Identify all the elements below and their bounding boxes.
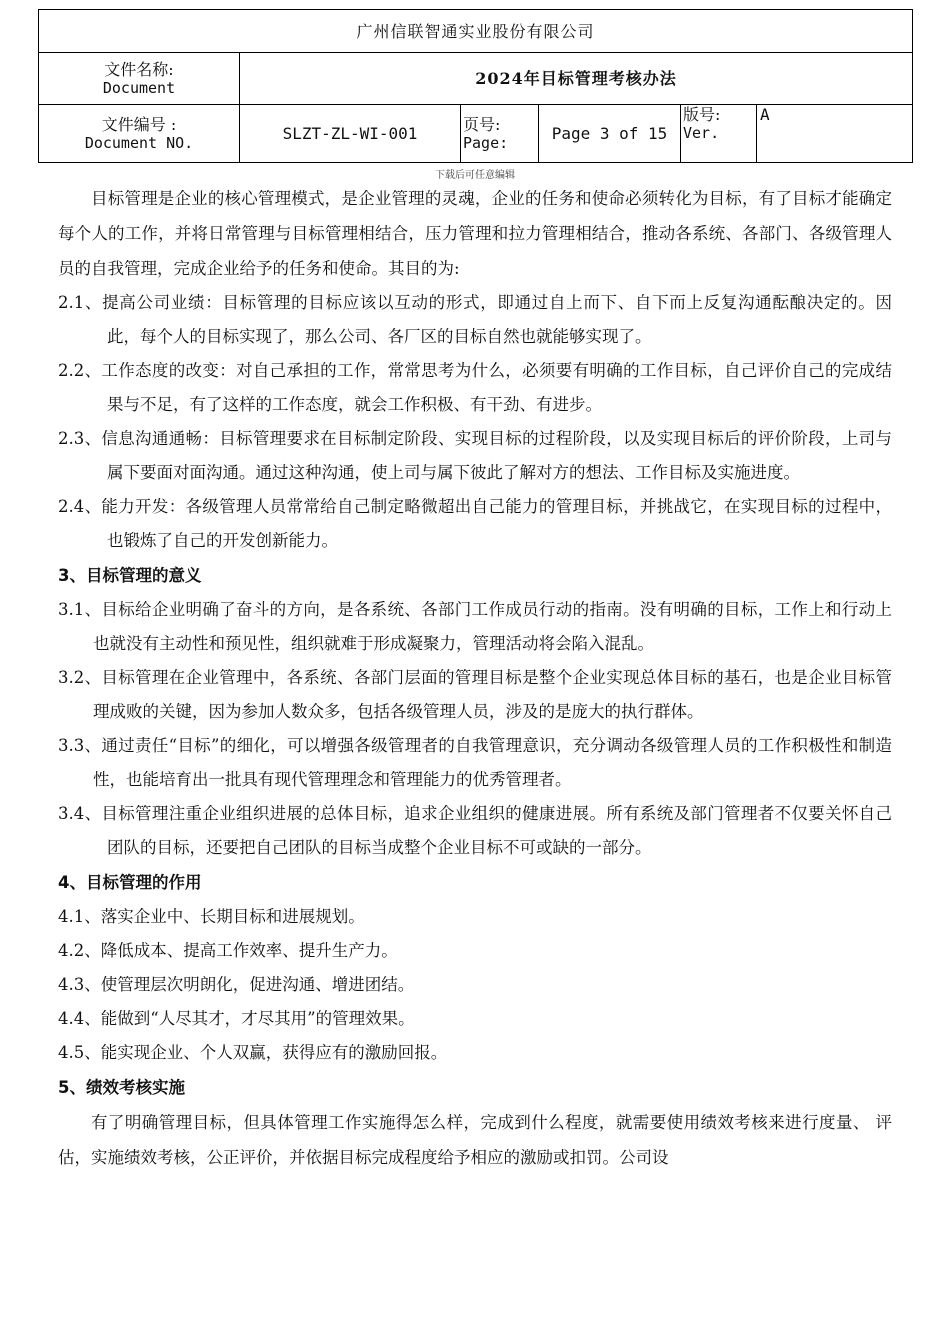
version-label-en: Ver. bbox=[683, 124, 720, 142]
list-item: 2.3、信息沟通通畅：目标管理要求在目标制定阶段、实现目标的过程阶段，以及实现目标后的评价阶段，上司与属下要面对面沟通。通过这种沟通，使上司与属下彼此了解对方的想法、工作目标及实施进度。 bbox=[58, 429, 892, 482]
file-number-label-cn: 文件编号 : bbox=[101, 114, 177, 134]
document-title: 2024年目标管理考核办法 bbox=[240, 53, 913, 105]
document-header-table bbox=[38, 9, 913, 163]
document-code: SLZT-ZL-WI-001 bbox=[240, 105, 461, 163]
page-label-en: Page: bbox=[463, 133, 509, 152]
list-item: 2.4、能力开发：各级管理人员常常给自己制定略微超出自己能力的管理目标，并挑战它，在实现目标的过程中，也锻炼了自己的开发创新能力。 bbox=[58, 497, 892, 550]
file-number-label-en: Document NO. bbox=[84, 133, 194, 152]
version-value: A bbox=[757, 105, 913, 163]
file-number-label bbox=[39, 105, 240, 163]
list-item: 4.5、能实现企业、个人双赢，获得应有的激励回报。 bbox=[58, 1043, 448, 1062]
section5-paragraph: 有了明确管理目标，但具体管理工作实施得怎么样，完成到什么程度，就需要使用绩效考核来进行度量、 评估，实施绩效考核，公正评价，并依据目标完成程度给予相应的激励或扣罚。公司设 bbox=[58, 1113, 892, 1167]
list-item: 3.2、目标管理在企业管理中，各系统、各部门层面的管理目标是整个企业实现总体目标的基石，也是企业目标管理成败的关键，因为参加人数众多，包括各级管理人员，涉及的是庞大的执行群体。 bbox=[58, 668, 892, 721]
list-item: 4.4、能做到“人尽其才，才尽其用”的管理效果。 bbox=[58, 1009, 415, 1028]
version-label bbox=[681, 105, 757, 163]
list-item: 4.2、降低成本、提高工作效率、提升生产力。 bbox=[58, 941, 398, 960]
list-item: 3.4、目标管理注重企业组织进展的总体目标，追求企业组织的健康进展。所有系统及部门管理者不仅要关怀自己团队的目标，还要把自己团队的目标当成整个企业目标不可或缺的一部分。 bbox=[58, 804, 892, 857]
intro-paragraph: 目标管理是企业的核心管理模式，是企业管理的灵魂，企业的任务和使命必须转化为目标，有了目标才能确定每个人的工作，并将日常管理与目标管理相结合，压力管理和拉力管理相结合，推动各系统、各部门、各级管理人员的自我管理，完成企业给予的任务和使命。其目的为: bbox=[58, 189, 892, 278]
document-body bbox=[58, 181, 892, 1175]
page-label bbox=[461, 105, 539, 163]
list-item: 4.1、落实企业中、长期目标和进展规划。 bbox=[58, 907, 365, 926]
list-item: 3.1、目标给企业明确了奋斗的方向，是各系统、各部门工作成员行动的指南。没有明确的目标，工作上和行动上也就没有主动性和预见性，组织就难于形成凝聚力，管理活动将会陷入混乱。 bbox=[58, 600, 892, 653]
edit-note: 下载后可任意编辑 bbox=[435, 170, 515, 181]
file-name-label-cn: 文件名称: bbox=[104, 59, 174, 79]
list-item: 3.3、通过责任“目标”的细化，可以增强各级管理者的自我管理意识，充分调动各级管理人员的工作积极性和制造性，也能培育出一批具有现代管理理念和管理能力的优秀管理者。 bbox=[58, 736, 892, 789]
section-heading-3: 3、目标管理的意义 bbox=[58, 566, 202, 585]
version-label-cn: 版号: bbox=[683, 105, 721, 124]
company-name: 广州信联智通实业股份有限公司 bbox=[39, 10, 913, 53]
list-item: 4.3、使管理层次明朗化，促进沟通、增进团结。 bbox=[58, 975, 415, 994]
page-label-cn: 页号: bbox=[463, 114, 501, 134]
section-heading-5: 5、绩效考核实施 bbox=[58, 1078, 185, 1097]
file-name-label-en: Document bbox=[102, 78, 176, 97]
page-number: Page 3 of 15 bbox=[539, 105, 681, 163]
list-item: 2.2、工作态度的改变：对自己承担的工作，常常思考为什么，必须要有明确的工作目标，自己评价自己的完成结果与不足，有了这样的工作态度，就会工作积极、有干劲、有进步。 bbox=[58, 361, 892, 414]
file-name-label bbox=[39, 53, 240, 105]
list-item: 2.1、提高公司业绩：目标管理的目标应该以互动的形式，即通过自上而下、自下而上反复沟通酝酿决定的。因此，每个人的目标实现了，那么公司、各厂区的目标自然也就能够实现了。 bbox=[58, 293, 892, 346]
section-heading-4: 4、目标管理的作用 bbox=[58, 873, 202, 892]
